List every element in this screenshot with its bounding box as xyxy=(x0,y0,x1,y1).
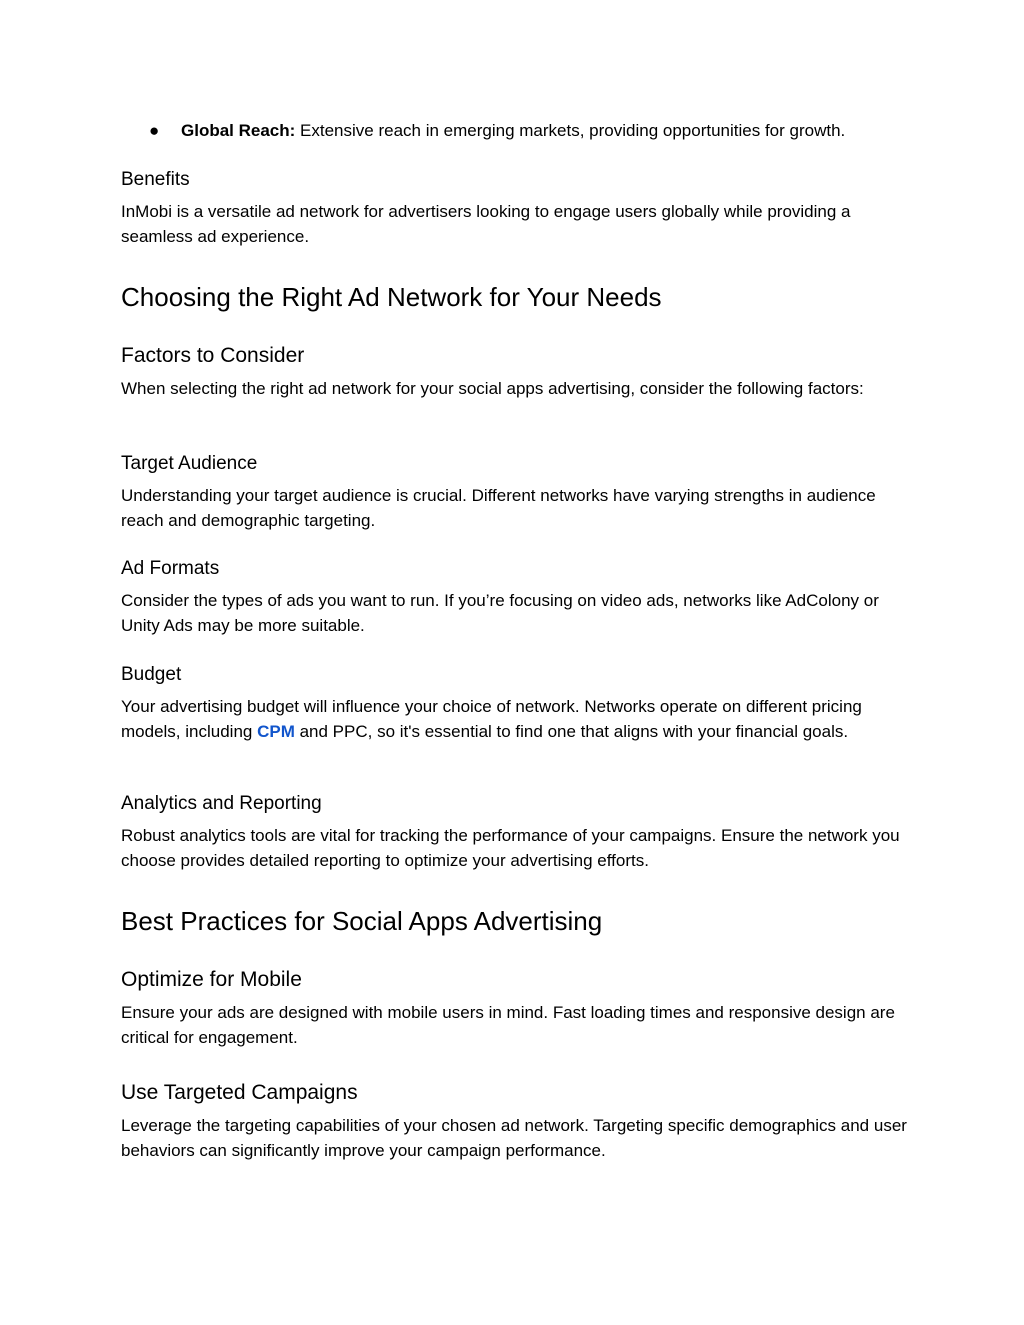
budget-heading: Budget xyxy=(121,664,182,685)
bullet-label: Global Reach: xyxy=(181,121,296,140)
targeted-campaigns-section xyxy=(121,1080,911,1163)
best-practices-section xyxy=(121,905,911,937)
analytics-text: Robust analytics tools are vital for tracking the performance of your campaigns. Ensure the network you choose provides detailed reporting to optimize your advertising efforts. xyxy=(121,826,900,870)
targeted-campaigns-text: Leverage the targeting capabilities of your chosen ad network. Targeting specific demographics and user behaviors can significantly improve your campaign performance. xyxy=(121,1116,907,1160)
budget-text-after: and PPC, so it's essential to find one that aligns with your financial goals. xyxy=(294,721,849,741)
budget-text-before: Your advertising budget will influence your choice of network. Networks operate on different pricing models, including xyxy=(121,697,862,741)
benefits-text: InMobi is a versatile ad network for advertisers looking to engage users globally while providing a seamless ad experience. xyxy=(121,202,851,246)
benefits-section xyxy=(121,168,911,249)
optimize-mobile-heading: Optimize for Mobile xyxy=(121,968,302,991)
factors-section xyxy=(121,343,911,402)
analytics-section xyxy=(121,792,911,873)
bullet-text xyxy=(181,120,845,142)
analytics-heading: Analytics and Reporting xyxy=(121,793,322,814)
best-practices-heading: Best Practices for Social Apps Advertising xyxy=(121,906,603,936)
optimize-mobile-text: Ensure your ads are designed with mobile users in mind. Fast loading times and responsive design are critical for engagement. xyxy=(121,1003,895,1047)
optimize-mobile-section xyxy=(121,967,911,1050)
bullet-dot-icon: ● xyxy=(149,121,160,140)
ad-formats-text: Consider the types of ads you want to run. If you’re focusing on video ads, networks like AdColony or Unity Ads may be more suitable. xyxy=(121,591,879,635)
ad-formats-section xyxy=(121,557,911,638)
target-audience-section xyxy=(121,452,911,533)
choosing-section xyxy=(121,281,911,313)
targeted-campaigns-heading: Use Targeted Campaigns xyxy=(121,1081,358,1104)
ad-formats-heading: Ad Formats xyxy=(121,558,220,579)
benefits-heading: Benefits xyxy=(121,169,190,190)
cpm-link[interactable]: CPM xyxy=(257,721,295,741)
bullet-body: Extensive reach in emerging markets, providing opportunities for growth. xyxy=(295,121,846,140)
target-audience-heading: Target Audience xyxy=(121,453,258,474)
budget-section xyxy=(121,663,911,744)
factors-text: When selecting the right ad network for your social apps advertising, consider the following factors: xyxy=(121,379,864,398)
choosing-heading: Choosing the Right Ad Network for Your Needs xyxy=(121,282,662,312)
factors-heading: Factors to Consider xyxy=(121,344,305,367)
target-audience-text: Understanding your target audience is crucial. Different networks have varying strengths in audience reach and demographic targeting. xyxy=(121,486,876,530)
budget-text xyxy=(121,695,911,744)
